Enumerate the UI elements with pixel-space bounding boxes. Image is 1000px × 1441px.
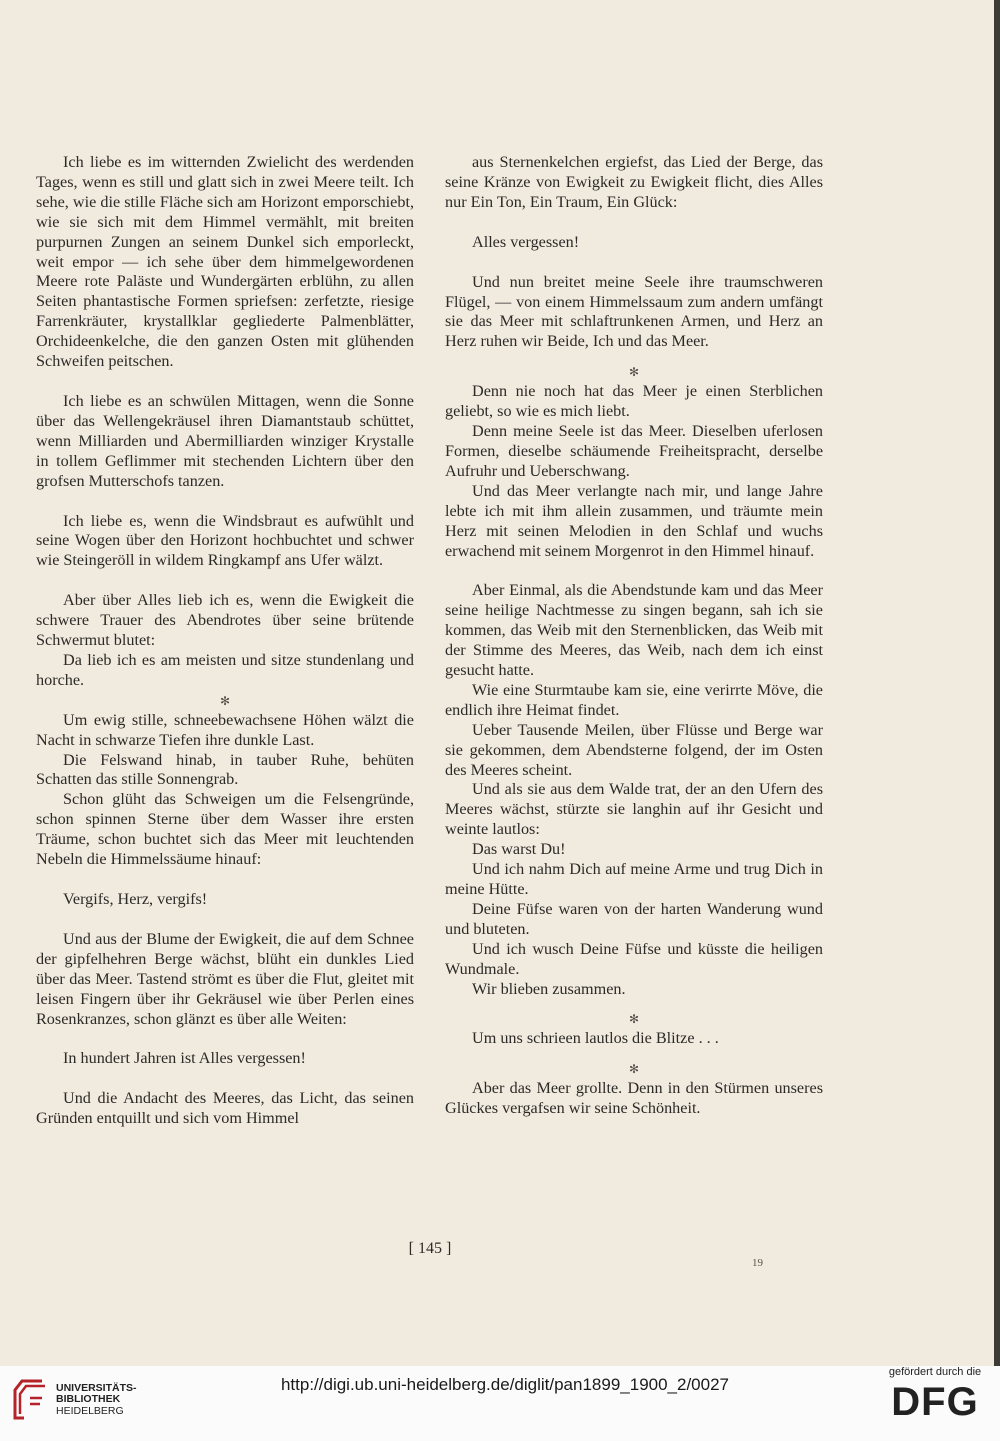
- paragraph: Und ich wusch Deine Füfse und küsste die heiligen Wundmale.: [445, 939, 823, 978]
- paragraph: Vergifs, Herz, vergifs!: [63, 890, 208, 908]
- paragraph: Aber Einmal, als die Abendstunde kam und das Meer seine heilige Nachtmesse zu singen begann, sah ich sie kommen, das Weib mit den Sternenblicken, das Weib mit der Stimme des Meeres, das Weib, nach dem ich einst gesucht hatte.: [445, 581, 823, 680]
- paragraph: Um ewig stille, schneebewachsene Höhen wälzt die Nacht in schwarze Tiefen ihre dunkle Last.: [36, 710, 414, 749]
- paragraph: Ich liebe es, wenn die Windsbraut es aufwühlt und seine Wogen über den Horizont hochbuchtet und schwer wie Steingeröll in wildem Ringkampf ans Ufer wälzt.: [36, 511, 414, 570]
- sponsor-logo[interactable]: [880, 1366, 990, 1424]
- library-emblem-icon: [12, 1378, 50, 1422]
- paragraph: Ueber Tausende Meilen, über Flüsse und Berge war sie gekommen, dem Abendsterne folgend, der im Osten des Meeres scheint.: [445, 720, 823, 779]
- library-logo[interactable]: [12, 1378, 137, 1422]
- paragraph: Und als sie aus dem Walde trat, der an den Ufern des Meeres wächst, stürzte sie langhin auf ihr Gesicht und weinte lautlos:: [445, 780, 823, 839]
- signature-mark: 19: [752, 1257, 763, 1269]
- section-separator-icon: ✻: [628, 1062, 640, 1077]
- paragraph: Alles vergessen!: [472, 232, 580, 251]
- paragraph: Und das Meer verlangte nach mir, und lange Jahre lebte ich mit ihm allein zusammen, und träumte mein Herz mit seinen Melodien in den Schlaf und wuchs erwachend mit seinem Morgenrot in den Himmel hinauf.: [445, 481, 823, 560]
- library-line: BIBLIOTHEK: [56, 1393, 121, 1406]
- paragraph: Die Felswand hinab, in tauber Ruhe, behüten Schatten das stille Sonnengrab.: [36, 750, 414, 789]
- permalink[interactable]: http://digi.ub.uni-heidelberg.de/diglit/pan1899_1900_2/0027: [280, 1375, 730, 1394]
- paragraph: Schon glüht das Schweigen um die Felsengründe, schon spinnen Sterne über dem Wasser ihre ersten Träume, schon buchtet sich das Meer mit leuchtenden Nebeln die Himmelssäume hinauf:: [36, 790, 414, 869]
- section-separator-icon: ✻: [628, 1012, 640, 1027]
- paragraph: Ich liebe es im witternden Zwielicht des werdenden Tages, wenn es still und glatt sich in zwei Meere teilt. Ich sehe, wie die stille Fläche sich am Horizont emporschiebt, wie sie sich mit dem Himmel vermählt, mit breiten purpurnen Zungen an seinem Dunkel sich emporleckt, weit empor — ich sehe über dem himmelgewordenen Meere rote Paläste und Wundergärten erblühn, zu allen Seiten phantastische Formen spriefsen: zerfetzte, riesige Farrenkräuter, krystallklar gegliederte Palmenblätter, Orchideenkelche, die den ganzen Osten mit glühenden Schweifen peitschen.: [36, 153, 414, 371]
- paragraph: In hundert Jahren ist Alles vergessen!: [63, 1049, 306, 1068]
- footer-bar: [0, 1366, 1000, 1441]
- library-name: [56, 1383, 137, 1418]
- paragraph: Wir blieben zusammen.: [472, 979, 626, 998]
- paragraph: Und aus der Blume der Ewigkeit, die auf dem Schnee der gipfelhehren Berge wächst, blüht ein dunkles Lied über das Meer. Tastend strömt es über die Flut, gleitet mit leisen Fingern über ihr Gekräusel wie über Perlen eines Rosenkranzes, schon glänzt es über alle Weiten:: [36, 929, 414, 1028]
- paragraph: Und die Andacht des Meeres, das Licht, das seinen Gründen entquillt und sich vom Himmel: [36, 1089, 414, 1128]
- page-number: [ 145 ]: [408, 1240, 452, 1257]
- section-separator-icon: ✻: [219, 693, 231, 708]
- paragraph: Deine Füfse waren von der harten Wanderung wund und bluteten.: [445, 899, 823, 938]
- library-line: HEIDELBERG: [56, 1404, 124, 1417]
- paragraph: Das warst Du!: [472, 840, 566, 859]
- paragraph: Denn nie noch hat das Meer je einen Sterblichen geliebt, so wie es mich liebt.: [445, 382, 823, 421]
- paragraph: Und nun breitet meine Seele ihre traumschweren Flügel, — von einem Himmelssaum zum andern umfängt sie das Meer mit schlaftrunkenen Armen, und Herz an Herz ruhen wir Beide, Ich und das Meer.: [445, 272, 823, 351]
- paragraph: Aber das Meer grollte. Denn in den Stürmen unseres Glückes vergafsen wir seine Schönheit.: [445, 1079, 823, 1118]
- paragraph: Ich liebe es an schwülen Mittagen, wenn die Sonne über das Wellengekräusel ihren Diamantstaub schüttet, wenn Milliarden und Abermilliarden winziger Krystalle in tollem Geflimmer mit stechenden Lichtern über den grofsen Mutterschofs tanzen.: [36, 391, 414, 490]
- dfg-logo-icon: DFG: [891, 1380, 979, 1424]
- left-column: [36, 153, 414, 1129]
- library-line: UNIVERSITÄTS-: [56, 1381, 137, 1394]
- paragraph: Aber über Alles lieb ich es, wenn die Ewigkeit die schwere Trauer des Abendrotes über seine brütende Schwermut blutet:: [36, 591, 414, 650]
- paragraph: Um uns schrieen lautlos die Blitze . . .: [472, 1029, 719, 1048]
- section-separator-icon: ✻: [628, 365, 640, 380]
- right-column: [445, 153, 823, 1119]
- paragraph: Denn meine Seele ist das Meer. Dieselben uferlosen Formen, dieselbe schäumende Freiheitspracht, derselbe Aufruhr und Ueberschwang.: [445, 422, 823, 480]
- paragraph: Da lieb ich es am meisten und sitze stundenlang und horche.: [36, 650, 414, 689]
- sponsor-label: gefördert durch die: [888, 1366, 982, 1378]
- paragraph: Und ich nahm Dich auf meine Arme und trug Dich in meine Hütte.: [445, 860, 823, 898]
- paragraph: aus Sternenkelchen ergiefst, das Lied der Berge, das seine Kränze von Ewigkeit zu Ewigkeit flicht, dies Alles nur Ein Ton, Ein Traum, Ein Glück:: [445, 153, 823, 211]
- scan-edge: [994, 0, 1000, 1441]
- paragraph: Wie eine Sturmtaube kam sie, eine verirrte Möve, die endlich ihre Heimat findet.: [445, 680, 823, 719]
